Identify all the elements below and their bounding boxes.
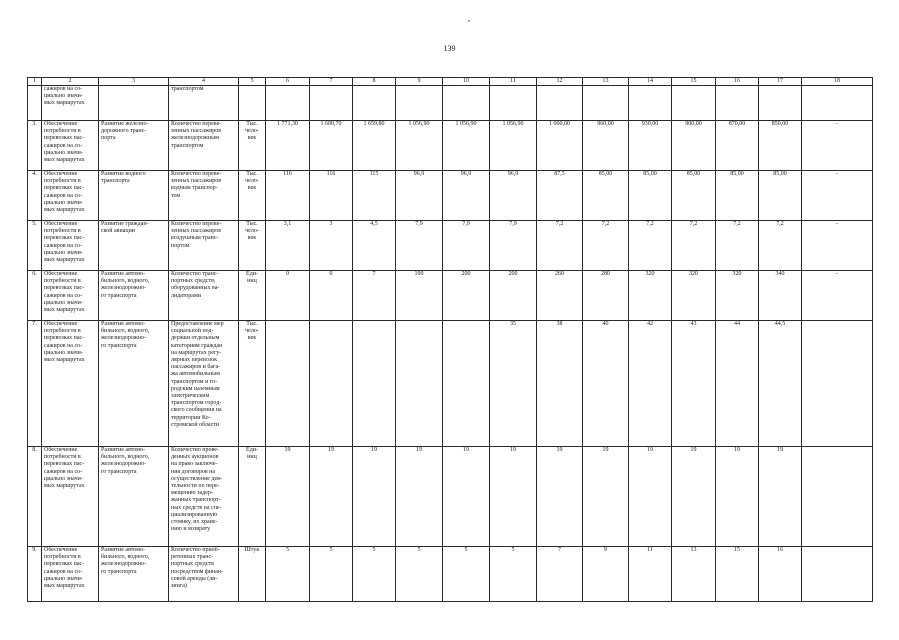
- row-number: 3.: [28, 121, 42, 171]
- value-cell: [629, 86, 672, 121]
- value-cell: [443, 86, 490, 121]
- value-cell: 5: [490, 547, 537, 602]
- unit-cell: Еди- ниц: [239, 447, 266, 547]
- value-cell: 5: [266, 547, 310, 602]
- value-cell: 19: [759, 447, 802, 547]
- value-cell: [266, 86, 310, 121]
- value-cell: [396, 86, 443, 121]
- indicator-cell: Предоставление мер социальной под- держки отдельным категориям граждан на маршрутах регу- лярных перевозок пассажиров и бага- жа автомобильным транспортом и го- родским наземным электрическим транспортом город- ского сообщения на территории Ко- стромской области: [169, 321, 239, 447]
- direction-cell: Развитие железно- дорожного транс- порта: [99, 121, 169, 171]
- row-number: 6.: [28, 271, 42, 321]
- value-cell: 0: [266, 271, 310, 321]
- value-cell: 43: [672, 321, 716, 447]
- column-number: 4: [169, 78, 239, 86]
- value-cell: 7: [353, 271, 396, 321]
- value-cell: 44: [716, 321, 759, 447]
- indicator-cell: Количество приоб- ретенных транс- портных средств посредством финан- совой аренды (ли- зинга): [169, 547, 239, 602]
- value-cell: 13: [672, 547, 716, 602]
- value-cell: 96,9: [490, 171, 537, 221]
- value-cell: 7,2: [583, 221, 629, 271]
- value-cell: 1 771,30: [266, 121, 310, 171]
- value-cell: [537, 86, 583, 121]
- unit-cell: [239, 86, 266, 121]
- value-cell: 85,00: [583, 171, 629, 221]
- direction-cell: Развитие водного транспорта: [99, 171, 169, 221]
- value-cell: [759, 86, 802, 121]
- value-cell: [310, 321, 353, 447]
- value-cell: 19: [353, 447, 396, 547]
- value-cell: 5: [353, 547, 396, 602]
- column-number: 10: [443, 78, 490, 86]
- column-number: 3: [99, 78, 169, 86]
- indicator-cell: Количество транс- портных средств, оборудованных ва- лидаторами: [169, 271, 239, 321]
- value-cell: [443, 321, 490, 447]
- value-cell: 7,2: [672, 221, 716, 271]
- value-cell: 3,1: [266, 221, 310, 271]
- column-number-row: [28, 78, 873, 86]
- value-cell: 3: [310, 221, 353, 271]
- direction-cell: Развитие граждан- ской авиации: [99, 221, 169, 271]
- row-number: 4.: [28, 171, 42, 221]
- direction-cell: Развитие автомо- бильного, водного, железнодорожно- го транспорта: [99, 271, 169, 321]
- column-number: 11: [490, 78, 537, 86]
- column-number: 12: [537, 78, 583, 86]
- value-cell: 42: [629, 321, 672, 447]
- value-cell: 38: [537, 321, 583, 447]
- value-cell: 9: [583, 547, 629, 602]
- value-cell: 930,00: [629, 121, 672, 171]
- goal-cell: Обеспечение потребности в перевозках пас- сажиров на со- циально значи- мых маршрутах: [42, 171, 99, 221]
- value-cell: 7,9: [396, 221, 443, 271]
- column-number: 15: [672, 78, 716, 86]
- value-cell: 19: [629, 447, 672, 547]
- value-cell: 16: [759, 547, 802, 602]
- goal-cell: сажиров на со- циально значи- мых маршрутах: [42, 86, 99, 121]
- value-cell: 19: [396, 447, 443, 547]
- note-cell: [802, 86, 873, 121]
- column-number: 7: [310, 78, 353, 86]
- value-cell: 340: [759, 271, 802, 321]
- indicator-cell: транспортом: [169, 86, 239, 121]
- column-number: 1: [28, 78, 42, 86]
- value-cell: 19: [266, 447, 310, 547]
- value-cell: 1 056,90: [396, 121, 443, 171]
- value-cell: 5: [443, 547, 490, 602]
- unit-cell: Тыс. чело- век: [239, 221, 266, 271]
- column-number: 17: [759, 78, 802, 86]
- table-row: [28, 271, 873, 321]
- note-cell: [802, 547, 873, 602]
- row-number: 7.: [28, 321, 42, 447]
- table-row: [28, 447, 873, 547]
- value-cell: [672, 86, 716, 121]
- unit-cell: Еди- ниц: [239, 271, 266, 321]
- value-cell: 19: [443, 447, 490, 547]
- indicator-cell: Количество переве- зенных пассажиров воздушным транс- портом: [169, 221, 239, 271]
- goal-cell: Обеспечение потребности в перевозках пас- сажиров на со- циально значи- мых маршрутах: [42, 221, 99, 271]
- value-cell: 85,00: [716, 171, 759, 221]
- note-cell: -: [802, 271, 873, 321]
- value-cell: 19: [310, 447, 353, 547]
- unit-cell: Тыс. чело- век: [239, 121, 266, 171]
- value-cell: 900,00: [672, 121, 716, 171]
- value-cell: 19: [716, 447, 759, 547]
- unit-cell: Тыс. чело- век: [239, 171, 266, 221]
- value-cell: 15: [716, 547, 759, 602]
- value-cell: 7,2: [537, 221, 583, 271]
- value-cell: 7,2: [629, 221, 672, 271]
- table-row: [28, 321, 873, 447]
- unit-cell: Штук: [239, 547, 266, 602]
- value-cell: 7,9: [443, 221, 490, 271]
- row-number: 8.: [28, 447, 42, 547]
- table-row: [28, 121, 873, 171]
- value-cell: 200: [443, 271, 490, 321]
- value-cell: 1 056,90: [490, 121, 537, 171]
- note-cell: -: [802, 221, 873, 271]
- note-cell: -: [802, 171, 873, 221]
- value-cell: 96,9: [443, 171, 490, 221]
- table-row: [28, 547, 873, 602]
- value-cell: 7: [537, 547, 583, 602]
- column-number: 13: [583, 78, 629, 86]
- value-cell: 116: [266, 171, 310, 221]
- table-body: [28, 78, 873, 602]
- note-cell: [802, 321, 873, 447]
- value-cell: 280: [583, 271, 629, 321]
- value-cell: [353, 321, 396, 447]
- row-number: 9.: [28, 547, 42, 602]
- value-cell: 260: [537, 271, 583, 321]
- value-cell: 870,00: [716, 121, 759, 171]
- value-cell: 7,2: [759, 221, 802, 271]
- value-cell: 320: [672, 271, 716, 321]
- table-row: [28, 221, 873, 271]
- column-number: 14: [629, 78, 672, 86]
- value-cell: 87,5: [537, 171, 583, 221]
- value-cell: 19: [490, 447, 537, 547]
- goal-cell: Обеспечение потребности в перевозках пас- сажиров на со- циально значи- мых маршрутах: [42, 271, 99, 321]
- direction-cell: Развитие автомо- бильного, водного, железнодорожно- го транспорта: [99, 447, 169, 547]
- value-cell: 116: [310, 171, 353, 221]
- goal-cell: Обеспечение потребности в перевозках пас- сажиров на со- циально значи- мых маршрутах: [42, 447, 99, 547]
- column-number: 16: [716, 78, 759, 86]
- value-cell: 960,00: [583, 121, 629, 171]
- value-cell: 115: [353, 171, 396, 221]
- column-number: 5: [239, 78, 266, 86]
- value-cell: [583, 86, 629, 121]
- value-cell: 0: [310, 271, 353, 321]
- goal-cell: Обеспечение потребности в перевозках пас- сажиров на со- циально значи- мых маршрутах: [42, 121, 99, 171]
- column-number: 2: [42, 78, 99, 86]
- table-row: [28, 86, 873, 121]
- note-cell: [802, 447, 873, 547]
- column-number: 8: [353, 78, 396, 86]
- value-cell: 40: [583, 321, 629, 447]
- value-cell: 19: [537, 447, 583, 547]
- direction-cell: Развитие автомо- бильного, водного, железнодорожно- го транспорта: [99, 321, 169, 447]
- column-number: 9: [396, 78, 443, 86]
- scan-speck: [468, 20, 470, 22]
- indicator-cell: Количество прове- денных аукционов на право заключе- ния договоров на осуществление дея- тельности по пере- мещению задер- жанных транспорт- ных средств на спе- циализированную стоянку, их хране- нию и возврату: [169, 447, 239, 547]
- value-cell: 7,2: [716, 221, 759, 271]
- value-cell: 44,5: [759, 321, 802, 447]
- direction-cell: [99, 86, 169, 121]
- note-cell: -: [802, 121, 873, 171]
- value-cell: 35: [490, 321, 537, 447]
- value-cell: 96,9: [396, 171, 443, 221]
- value-cell: 200: [490, 271, 537, 321]
- value-cell: 85,00: [759, 171, 802, 221]
- value-cell: 85,00: [629, 171, 672, 221]
- value-cell: 5: [396, 547, 443, 602]
- value-cell: 19: [672, 447, 716, 547]
- value-cell: 5: [310, 547, 353, 602]
- value-cell: 1 056,90: [443, 121, 490, 171]
- row-number: [28, 86, 42, 121]
- value-cell: 11: [629, 547, 672, 602]
- value-cell: [353, 86, 396, 121]
- value-cell: 1 600,70: [310, 121, 353, 171]
- value-cell: [266, 321, 310, 447]
- value-cell: 7,9: [490, 221, 537, 271]
- indicator-cell: Количество переве- зенных пассажиров железнодорожным транспортом: [169, 121, 239, 171]
- direction-cell: Развитие автомо- бильного, водного, железнодорожно- го транспорта: [99, 547, 169, 602]
- value-cell: 4,5: [353, 221, 396, 271]
- value-cell: 1 659,80: [353, 121, 396, 171]
- row-number: 5.: [28, 221, 42, 271]
- goal-cell: Обеспечение потребности в перевозках пас- сажиров на со- циально значи- мых маршрутах: [42, 547, 99, 602]
- value-cell: 850,00: [759, 121, 802, 171]
- value-cell: [716, 86, 759, 121]
- value-cell: 19: [583, 447, 629, 547]
- value-cell: [490, 86, 537, 121]
- value-cell: 85,00: [672, 171, 716, 221]
- unit-cell: Тыс. чело- век: [239, 321, 266, 447]
- table-row: [28, 171, 873, 221]
- column-number: 6: [266, 78, 310, 86]
- goal-cell: Обеспечение потребности в перевозках пас- сажиров на со- циально значи- мых маршрутах: [42, 321, 99, 447]
- column-number: 18: [802, 78, 873, 86]
- value-cell: [396, 321, 443, 447]
- value-cell: 320: [629, 271, 672, 321]
- indicator-cell: Количество переве- зенных пассажиров водным транспор- том: [169, 171, 239, 221]
- value-cell: [310, 86, 353, 121]
- indicators-table: [27, 77, 873, 602]
- page-number: 139: [443, 44, 456, 53]
- value-cell: 1 000,00: [537, 121, 583, 171]
- value-cell: 320: [716, 271, 759, 321]
- value-cell: 100: [396, 271, 443, 321]
